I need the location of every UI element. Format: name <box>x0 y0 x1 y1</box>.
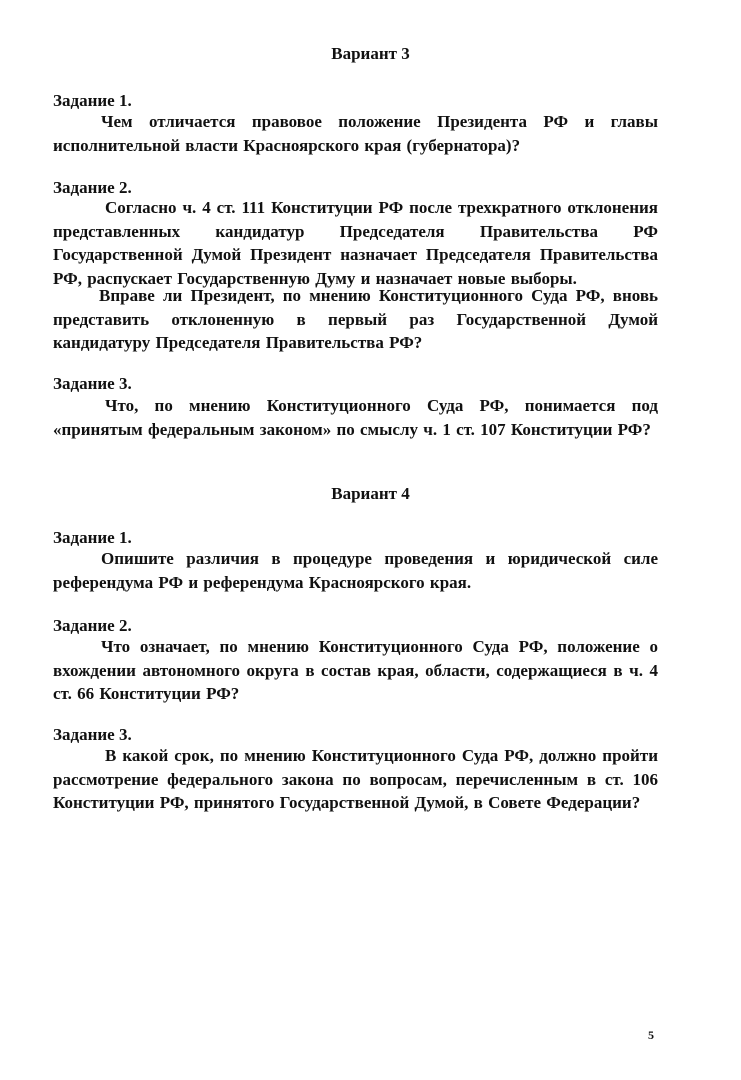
v3-task-2-label: Задание 2. <box>53 178 132 197</box>
v3-task-3-label: Задание 3. <box>53 374 132 393</box>
v3-task-1-label: Задание 1. <box>53 91 132 110</box>
v4-task-3-label: Задание 3. <box>53 725 132 744</box>
v4-task-3-text: В какой срок, по мнению Конституционного Суда РФ, должно пройти рассмотрение федерального закона по вопросам, перечисленным в ст. 106 Конституции РФ, принятого Государственной Думой, в Совете Федерации? <box>53 746 658 813</box>
v3-task-1-text: Чем отличается правовое положение Президента РФ и главы исполнительной власти Красноярского края (губернатора)? <box>53 112 658 155</box>
v3-task-2-text-p1: Согласно ч. 4 ст. 111 Конституции РФ после трехкратного отклонения представленных кандидатур Председателя Правительства РФ Государственной Думой Президент назначает Председателя Правительства РФ, распускает Государственную Думу и назначает новые выборы. <box>53 198 658 288</box>
v4-task-1-label: Задание 1. <box>53 528 132 547</box>
variant-3-title: Вариант 3 <box>331 44 410 63</box>
v4-task-1-text: Опишите различия в процедуре проведения и юридической силе референдума РФ и референдума Красноярского края. <box>53 549 658 592</box>
page-number: 5 <box>648 1028 654 1042</box>
v3-task-3-text: Что, по мнению Конституционного Суда РФ, понимается под «принятым федеральным законом» по смыслу ч. 1 ст. 107 Конституции РФ? <box>53 396 658 439</box>
variant-4-title: Вариант 4 <box>331 484 410 503</box>
v3-task-2-text-p2: Вправе ли Президент, по мнению Конституционного Суда РФ, вновь представить отклоненную в первый раз Государственной Думой кандидатуру Председателя Правительства РФ? <box>53 286 658 353</box>
v4-task-2-text: Что означает, по мнению Конституционного Суда РФ, положение о вхождении автономного округа в состав края, области, содержащиеся в ч. 4 ст. 66 Конституции РФ? <box>53 637 658 704</box>
v4-task-2-label: Задание 2. <box>53 616 132 635</box>
